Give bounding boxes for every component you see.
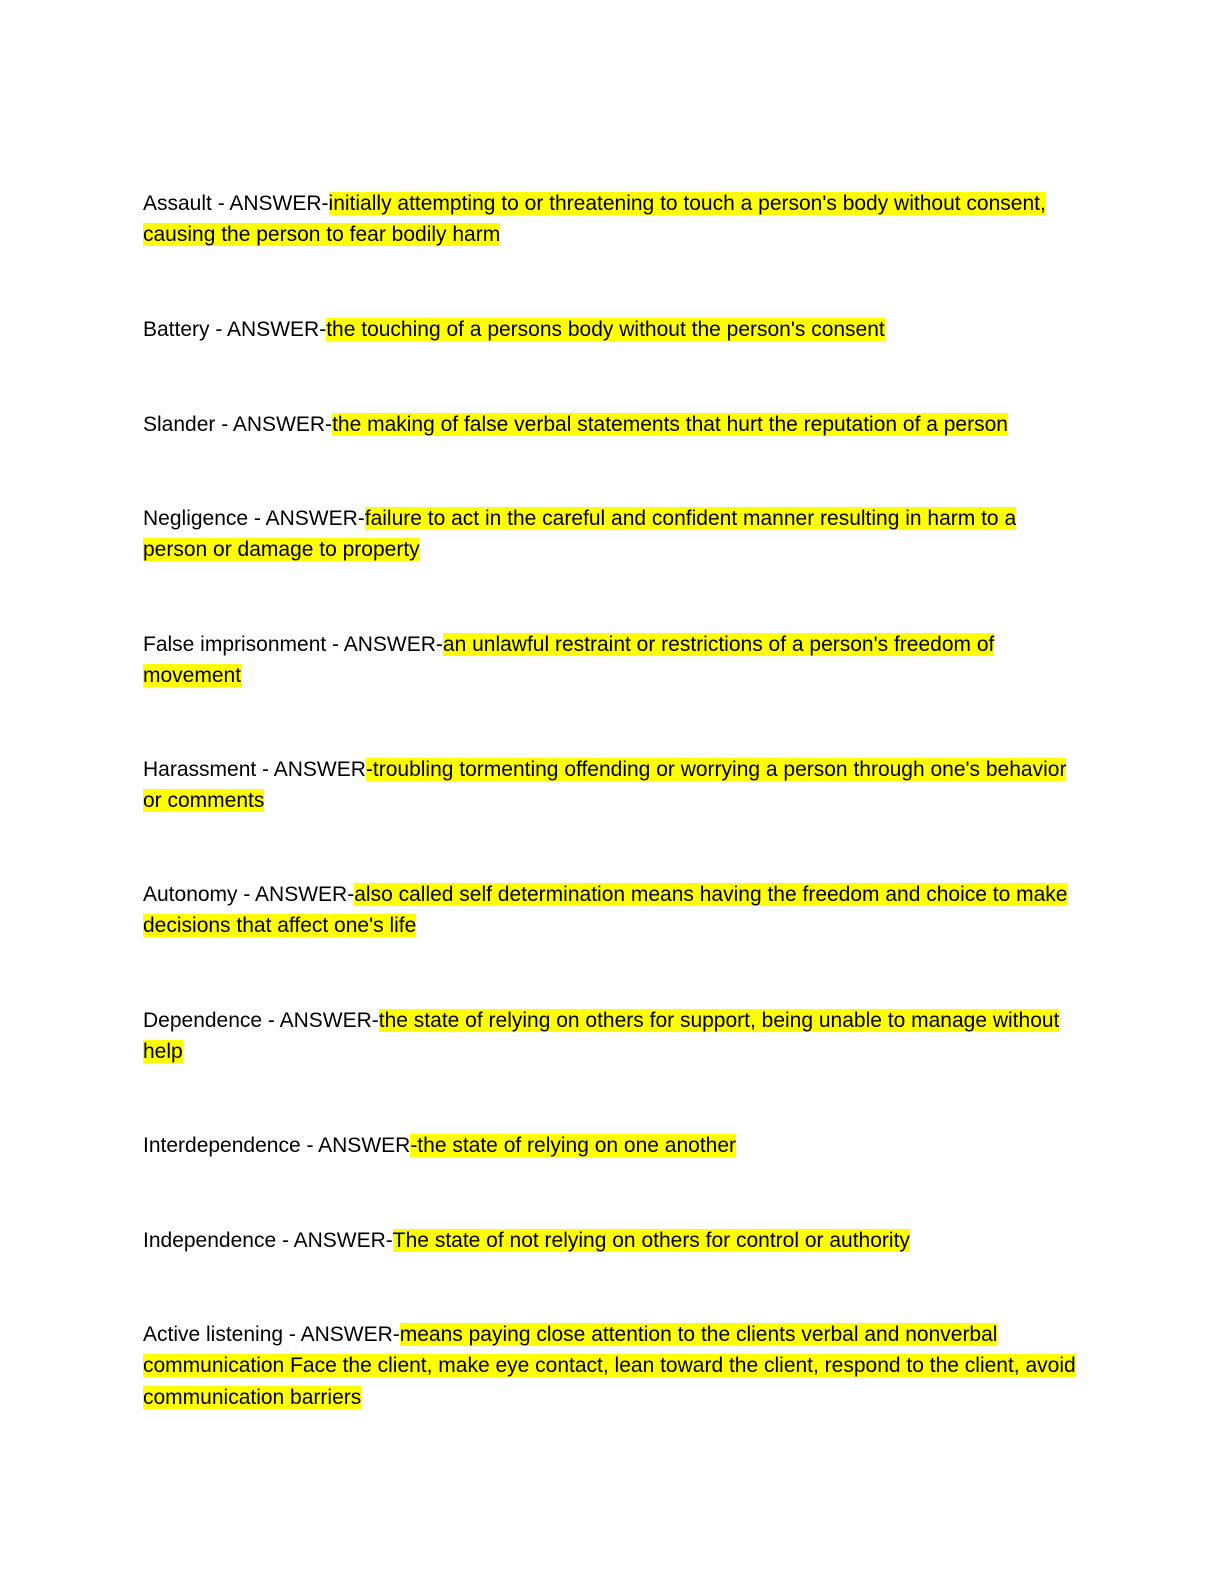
entry-term: False imprisonment - ANSWER- [143, 633, 443, 656]
entry-battery [143, 314, 1078, 345]
entry-definition: an unlawful restraint or restrictions of a person's freedom of movement [143, 633, 995, 688]
entry-term: Autonomy - ANSWER- [143, 883, 355, 906]
entry-interdependence [143, 1130, 1078, 1161]
entry-false-imprisonment [143, 629, 1078, 692]
entry-definition: The [392, 1229, 429, 1252]
entry-term: Battery - ANSWER- [143, 318, 327, 341]
entry-active-listening [143, 1319, 1078, 1413]
entry-term: Slander - ANSWER- [143, 413, 333, 436]
entry-term: Negligence - ANSWER- [143, 507, 365, 530]
entry-harassment [143, 754, 1078, 817]
entry-slander [143, 409, 1078, 440]
entry-definition: without the person's consent [613, 318, 885, 341]
entry-term: Harassment - ANSWER [143, 758, 366, 781]
entry-definition: -the state of relying on one another [410, 1134, 737, 1157]
entry-definition: the state of relying on others for support, being unable to manage without help [143, 1009, 1060, 1064]
entry-term: Active listening - ANSWER- [143, 1323, 400, 1346]
entry-definition: means paying close attention to the clients verbal and nonverbal communication Face the client, make eye contact, lean toward the client, respond to the client, avoid communication barriers [143, 1323, 1076, 1409]
entry-dependence [143, 1005, 1078, 1068]
entry-independence [143, 1225, 1078, 1256]
entry-definition: initially attempting to or threatening to touch a person's body without consent, causing the person to fear bodily harm [143, 192, 1046, 247]
entry-definition: the touching of a persons body [326, 318, 614, 341]
entry-term: Assault - ANSWER- [143, 192, 329, 215]
entry-negligence [143, 503, 1078, 566]
entry-term: Interdependence - ANSWER [143, 1134, 411, 1157]
entry-term: Dependence - ANSWER- [143, 1009, 379, 1032]
entry-assault [143, 188, 1078, 251]
entry-term: Independence - ANSWER- [143, 1229, 393, 1252]
entry-definition: state of not relying on others for control or authority [428, 1229, 910, 1252]
entry-definition: -troubling tormenting offending or worrying a person through one's behavior or comments [143, 758, 1067, 813]
entry-definition: failure to act in the careful and confident manner resulting in harm to a person or damage to property [143, 507, 1017, 562]
entry-definition: the making of false verbal statements that hurt the reputation of a person [332, 413, 1008, 436]
entry-autonomy [143, 879, 1078, 942]
entry-definition: also called self determination means having the freedom and choice to make decisions that affect one's life [143, 883, 1068, 938]
